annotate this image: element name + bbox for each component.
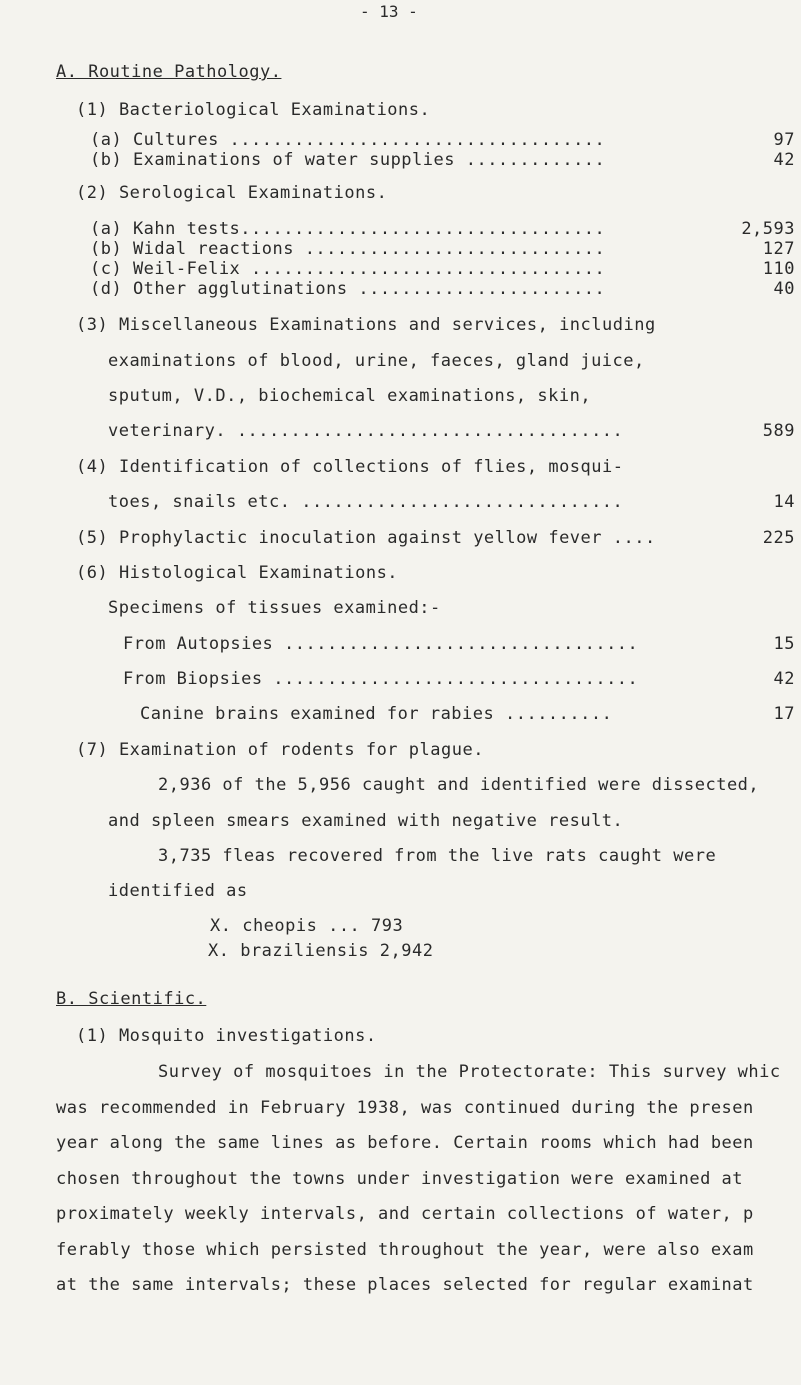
item-text: identified as bbox=[108, 881, 248, 901]
item-value: 42 bbox=[773, 150, 795, 170]
item-label: From Autopsies ................................. bbox=[123, 634, 639, 654]
item-heading: (1) Bacteriological Examinations. bbox=[76, 100, 431, 120]
item-text: X. braziliensis 2,942 bbox=[208, 941, 434, 961]
item-heading: (3) Miscellaneous Examinations and services, including bbox=[76, 315, 656, 335]
item-label: From Biopsies .................................. bbox=[123, 669, 639, 689]
item-value: 225 bbox=[762, 528, 795, 548]
paragraph-line: was recommended in February 1938, was continued during the presen bbox=[56, 1098, 754, 1118]
item-label: (5) Prophylactic inoculation against yellow fever .... bbox=[76, 528, 656, 548]
section-a-heading: A. Routine Pathology. bbox=[56, 62, 282, 82]
paragraph-line: chosen throughout the towns under investigation were examined at bbox=[56, 1169, 744, 1189]
item-text: 3,735 fleas recovered from the live rats caught were bbox=[158, 846, 717, 866]
paragraph-line: at the same intervals; these places selected for regular examinat bbox=[56, 1275, 754, 1295]
item-value: 14 bbox=[773, 492, 795, 512]
item-heading: (4) Identification of collections of flies, mosqui- bbox=[76, 457, 624, 477]
item-text: 2,936 of the 5,956 caught and identified were dissected, bbox=[158, 775, 760, 795]
item-text: sputum, V.D., biochemical examinations, skin, bbox=[108, 386, 592, 406]
item-text: examinations of blood, urine, faeces, gland juice, bbox=[108, 351, 645, 371]
item-label: (c) Weil-Felix ................................. bbox=[90, 259, 606, 279]
item-label: (b) Widal reactions ............................ bbox=[90, 239, 606, 259]
item-label: (a) Kahn tests.................................. bbox=[90, 219, 606, 239]
item-text: X. cheopis ... 793 bbox=[210, 916, 404, 936]
section-b-subheading: (1) Mosquito investigations. bbox=[76, 1026, 377, 1046]
item-label: toes, snails etc. .............................. bbox=[108, 492, 624, 512]
item-label: (b) Examinations of water supplies ............. bbox=[90, 150, 606, 170]
item-label: (a) Cultures ................................... bbox=[90, 130, 606, 150]
item-label: veterinary. .................................... bbox=[108, 421, 624, 441]
item-value: 110 bbox=[762, 259, 795, 279]
item-value: 97 bbox=[773, 130, 795, 150]
paragraph-line: proximately weekly intervals, and certain collections of water, p bbox=[56, 1204, 754, 1224]
paragraph-line: Survey of mosquitoes in the Protectorate: This survey whic bbox=[158, 1062, 781, 1082]
item-value: 40 bbox=[773, 279, 795, 299]
item-value: 589 bbox=[762, 421, 795, 441]
item-value: 15 bbox=[773, 634, 795, 654]
item-heading: (6) Histological Examinations. bbox=[76, 563, 399, 583]
section-b-heading: B. Scientific. bbox=[56, 989, 207, 1009]
item-heading: (2) Serological Examinations. bbox=[76, 183, 388, 203]
item-heading: (7) Examination of rodents for plague. bbox=[76, 740, 484, 760]
item-value: 42 bbox=[773, 669, 795, 689]
item-text: Specimens of tissues examined:- bbox=[108, 598, 441, 618]
item-value: 17 bbox=[773, 704, 795, 724]
item-label: Canine brains examined for rabies .......... bbox=[140, 704, 613, 724]
item-value: 2,593 bbox=[741, 219, 795, 239]
item-text: and spleen smears examined with negative result. bbox=[108, 811, 624, 831]
paragraph-line: year along the same lines as before. Certain rooms which had been bbox=[56, 1133, 754, 1153]
page-number: - 13 - bbox=[360, 2, 418, 21]
item-value: 127 bbox=[762, 239, 795, 259]
paragraph-line: ferably those which persisted throughout the year, were also exam bbox=[56, 1240, 754, 1260]
item-label: (d) Other agglutinations ....................... bbox=[90, 279, 606, 299]
